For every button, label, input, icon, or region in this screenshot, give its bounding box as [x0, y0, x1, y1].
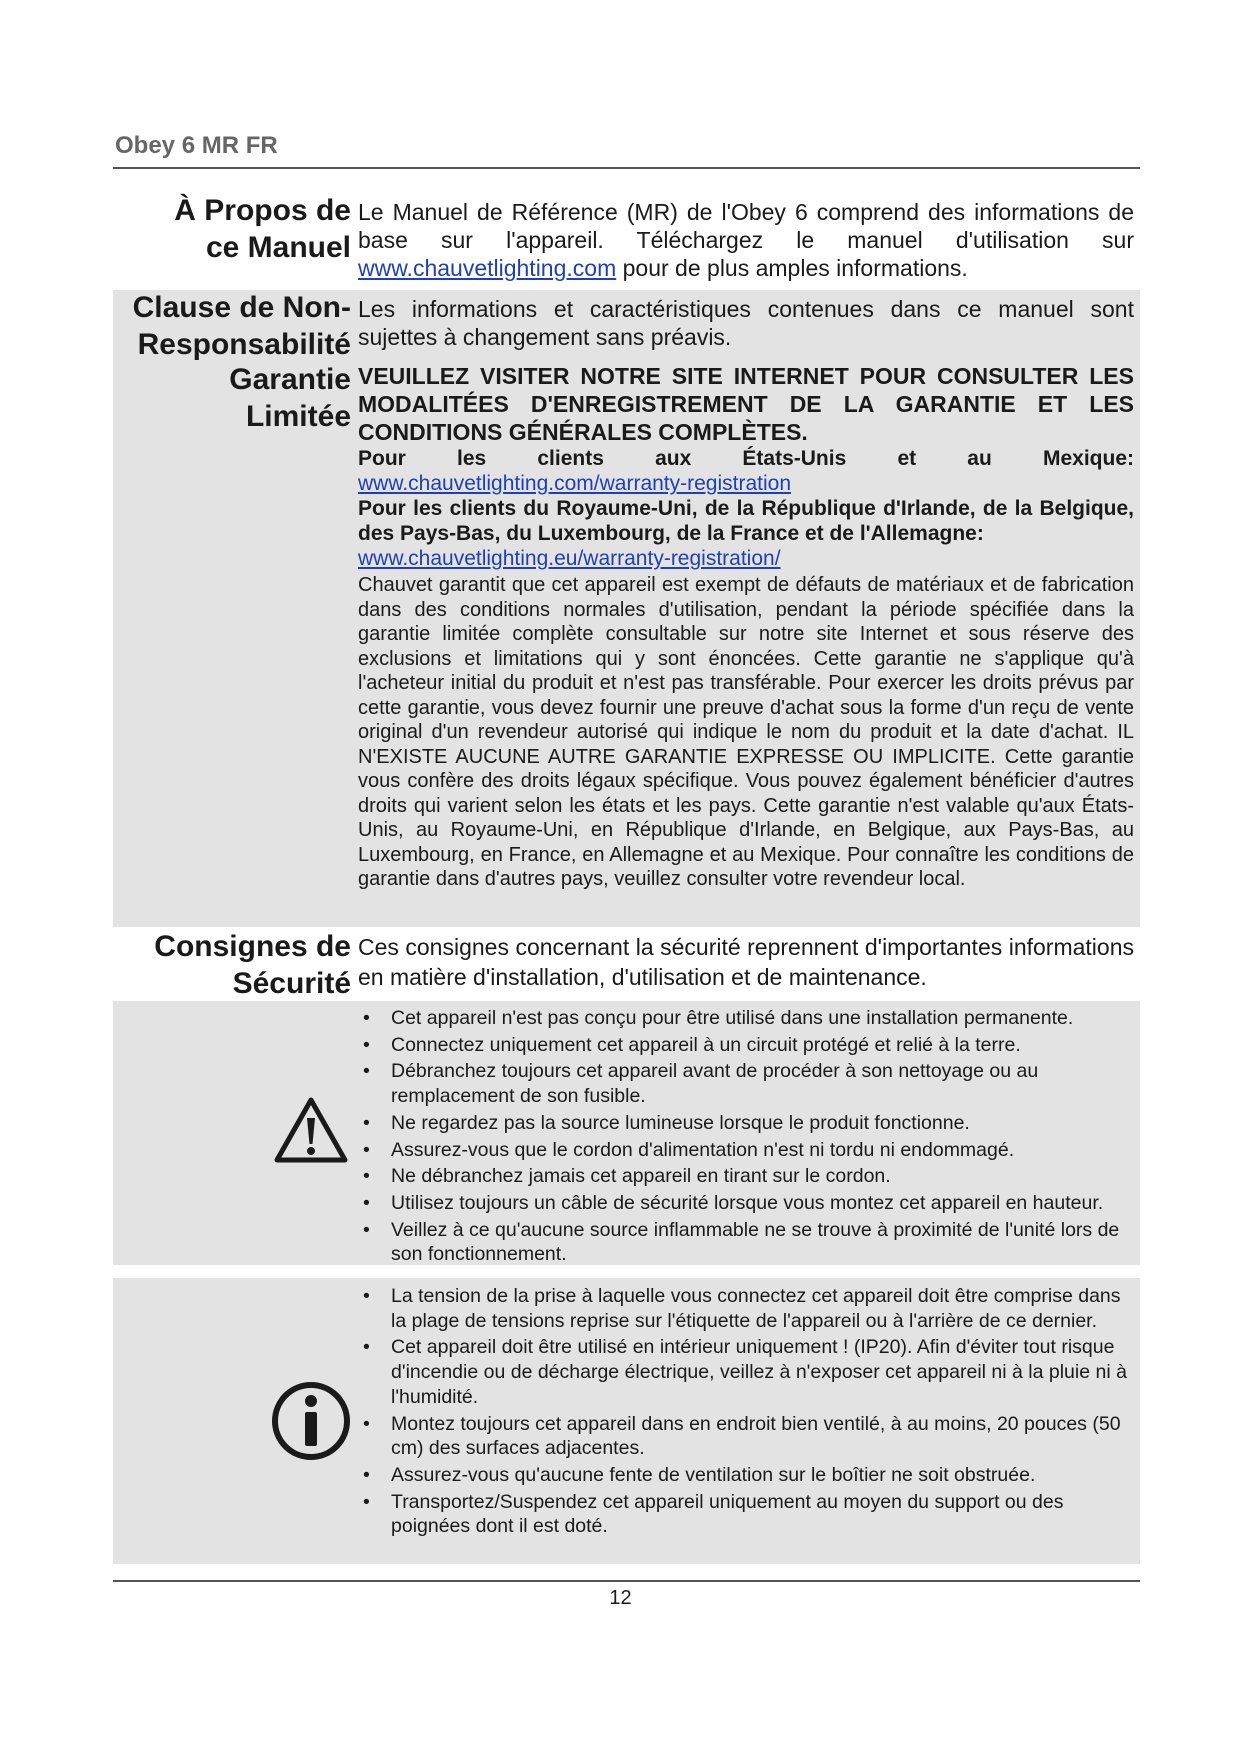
about-title	[113, 192, 351, 266]
info-item	[358, 1284, 1134, 1333]
info-item-text: Transportez/Suspendez cet appareil uniquement au moyen du support ou des poignées dont il est doté.	[391, 1490, 1064, 1538]
warranty-eu-label: Pour les clients du Royaume-Uni, de la République d'Irlande, de la Belgique, des Pays-Bas, du Luxembourg, de la France et de l'Allemagne:	[358, 497, 1134, 545]
running-header: Obey 6 MR FR	[115, 132, 278, 159]
disclaimer-title-line-2: Responsabilité	[137, 328, 351, 361]
chauvet-website-link[interactable]: www.chauvetlighting.com	[358, 255, 617, 281]
warranty-title-line-1: Garantie	[229, 363, 351, 396]
bullet-icon: •	[363, 1463, 370, 1486]
info-item-text: Cet appareil doit être utilisé en intérieur uniquement ! (IP20). Afin d'éviter tout risque d'incendie ou de décharge électrique, veillez à n'exposer cet appareil ni à la pluie ni à l'humidité.	[391, 1336, 1127, 1408]
warning-list	[358, 1006, 1134, 1267]
warning-item	[358, 1191, 1134, 1216]
safety-title	[113, 928, 351, 1002]
warning-item-text: Assurez-vous que le cordon d'alimentation n'est ni tordu ni endommagé.	[391, 1138, 1015, 1161]
disclaimer-title	[113, 289, 351, 363]
warning-item-text: Cet appareil n'est pas conçu pour être utilisé dans une installation permanente.	[391, 1007, 1074, 1029]
about-title-line-2: ce Manuel	[205, 231, 351, 264]
disclaimer-title-line-1: Clause de Non-	[132, 291, 351, 324]
about-text-end: pour de plus amples informations.	[616, 255, 968, 281]
warning-item	[358, 1059, 1134, 1108]
warning-item-text: Ne débranchez jamais cet appareil en tirant sur le cordon.	[391, 1165, 891, 1188]
bullet-icon: •	[363, 1138, 370, 1161]
safety-title-line-1: Consignes de	[154, 930, 351, 963]
warranty-headline: VEUILLEZ VISITER NOTRE SITE INTERNET POUR CONSULTER LES MODALITÉES D'ENREGISTREMENT DE LA GARANTIE ET LES CONDITIONS GÉNÉRALES COMPLÈTES.	[358, 363, 1134, 445]
warning-item	[358, 1218, 1134, 1267]
info-item-text: La tension de la prise à laquelle vous connectez cet appareil doit être comprise dans la plage de tensions reprise sur l'étiquette de l'appareil ou à l'arrière de ce dernier.	[391, 1285, 1121, 1332]
bullet-icon: •	[363, 1285, 370, 1307]
info-item	[358, 1463, 1134, 1488]
bullet-icon: •	[363, 1060, 370, 1083]
safety-intro-block	[358, 932, 1134, 992]
warning-item	[358, 1006, 1134, 1031]
bullet-icon: •	[363, 1412, 370, 1435]
warranty-eu-link[interactable]: www.chauvetlighting.eu/warranty-registration/	[358, 547, 781, 570]
info-item	[358, 1412, 1134, 1461]
bullet-icon: •	[363, 1111, 370, 1134]
warning-item	[358, 1033, 1134, 1058]
warranty-title	[113, 361, 351, 435]
warning-item	[358, 1138, 1134, 1163]
warranty-us-link[interactable]: www.chauvetlighting.com/warranty-registration	[358, 472, 792, 495]
safety-intro: Ces consignes concernant la sécurité reprennent d'importantes informations en matière d'installation, d'utilisation et de maintenance.	[358, 934, 1134, 990]
disclaimer-body	[358, 295, 1134, 351]
info-item-text: Montez toujours cet appareil dans en endroit bien ventilé, à au moins, 20 pouces (50 cm) des surfaces adjacentes.	[391, 1412, 1121, 1460]
warning-item-text: Utilisez toujours un câble de sécurité lorsque vous montez cet appareil en hauteur.	[391, 1191, 1104, 1214]
bullet-icon: •	[363, 1490, 370, 1513]
warranty-us-label: Pour les clients aux États-Unis et au Mexique:	[358, 447, 1134, 470]
warning-item-text: Débranchez toujours cet appareil avant de procéder à son nettoyage ou au remplacement de son fusible.	[391, 1060, 1039, 1108]
bullet-icon: •	[363, 1336, 370, 1359]
warning-list-block	[358, 1006, 1134, 1269]
info-item	[358, 1490, 1134, 1539]
about-paragraph	[358, 198, 1134, 282]
warranty-eu-link-line	[358, 546, 1134, 571]
info-list	[358, 1284, 1134, 1539]
warning-item-text: Veillez à ce qu'aucune source inflammable ne se trouve à proximité de l'unité lors de son fonctionnement.	[391, 1218, 1120, 1266]
warranty-terms: Chauvet garantit que cet appareil est exempt de défauts de matériaux et de fabrication dans des conditions normales d'utilisation, pendant la période spécifiée dans la garantie limitée complète consultable sur notre site Internet et sous réserve des exclusions et limitations qui y sont énoncées. Cette garantie ne s'applique qu'à l'acheteur initial du produit et n'est pas transférable. Pour exercer les droits prévus par cette garantie, vous devez fournir une preuve d'achat sous la forme d'un reçu de vente original d'un revendeur autorisé qui indique le nom du produit et la date d'achat. IL N'EXISTE AUCUNE AUTRE GARANTIE EXPRESSE OU IMPLICITE. Cette garantie vous confère des droits légaux spécifique. Vous pouvez également bénéficier d'autres droits qui varient selon les états et les pays. Cette garantie n'est valable qu'aux États-Unis, au Royaume-Uni, en République d'Irlande, en Belgique, aux Pays-Bas, au Luxembourg, en France, en Allemagne et au Mexique. Pour connaître les conditions de garantie dans d'autres pays, veuillez consulter votre revendeur local.	[358, 574, 1134, 890]
warning-item	[358, 1164, 1134, 1189]
warning-item-text: Connectez uniquement cet appareil à un circuit protégé et relié à la terre.	[391, 1033, 1021, 1056]
safety-title-line-2: Sécurité	[232, 967, 351, 1000]
warranty-title-line-2: Limitée	[245, 400, 351, 433]
bullet-icon: •	[363, 1007, 370, 1029]
page-number: 12	[609, 1587, 632, 1609]
info-item-text: Assurez-vous qu'aucune fente de ventilation sur le boîtier ne soit obstruée.	[391, 1463, 1036, 1486]
about-body	[358, 198, 1134, 282]
warranty-body	[358, 362, 1134, 892]
disclaimer-text: Les informations et caractéristiques contenues dans ce manuel sont sujettes à changement sans préavis.	[358, 296, 1134, 350]
bullet-icon: •	[363, 1165, 370, 1188]
warning-item-text: Ne regardez pas la source lumineuse lorsque le produit fonctionne.	[391, 1111, 970, 1134]
about-text: Le Manuel de Référence (MR) de l'Obey 6 comprend des informations de base sur l'appareil. Téléchargez le manuel d'utilisation sur	[358, 199, 1134, 253]
bullet-icon: •	[363, 1218, 370, 1241]
warning-triangle-icon	[274, 1096, 348, 1164]
bullet-icon: •	[363, 1033, 370, 1056]
footer-divider	[113, 1580, 1140, 1582]
header-divider	[113, 167, 1140, 169]
warranty-us-link-line	[358, 471, 1134, 496]
bullet-icon: •	[363, 1191, 370, 1214]
warning-item	[358, 1111, 1134, 1136]
info-item	[358, 1335, 1134, 1409]
about-title-line-1: À Propos de	[174, 194, 351, 227]
info-list-block	[358, 1284, 1134, 1541]
info-circle-icon	[270, 1380, 352, 1462]
